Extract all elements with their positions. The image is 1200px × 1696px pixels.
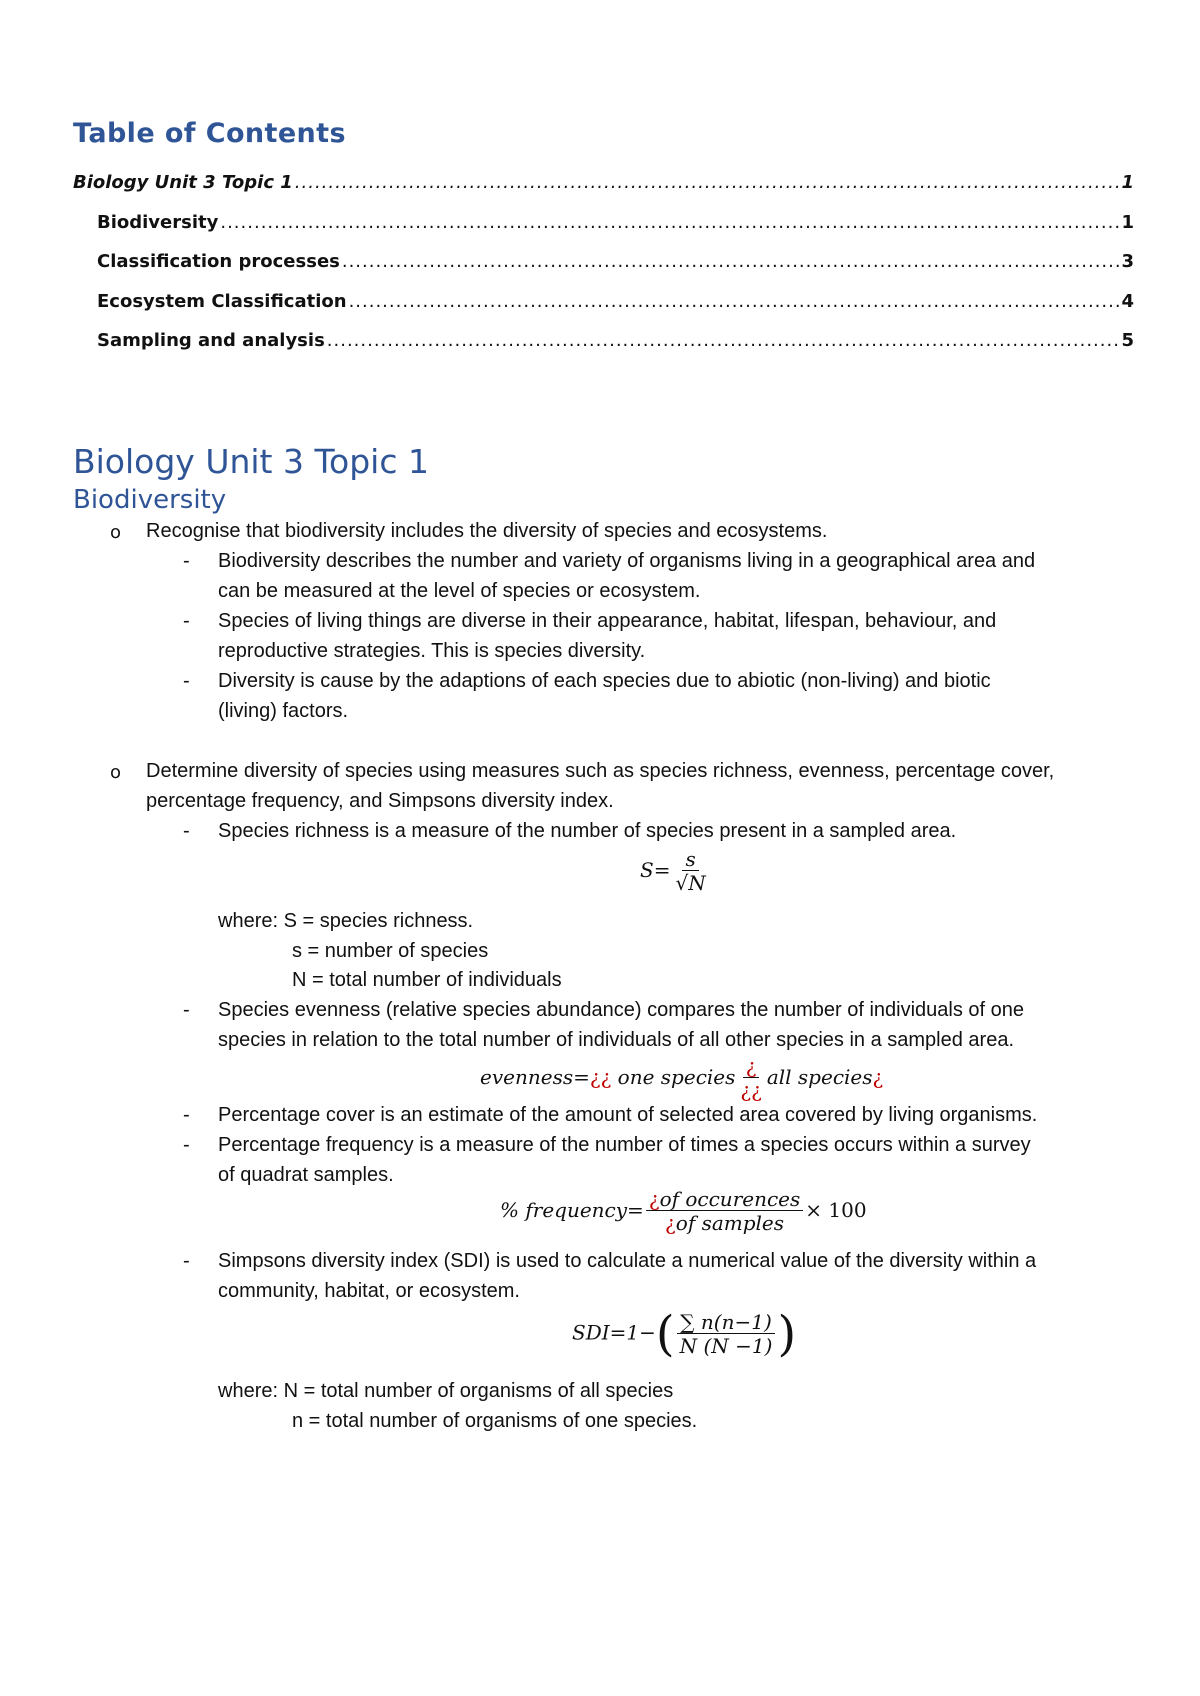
- frequency-formula-rhs: × 100: [805, 1198, 867, 1222]
- section1-dash3-line1: Diversity is cause by the adaptions of each species due to abiotic (non-living) and biotic: [218, 670, 991, 692]
- left-paren: (: [655, 1306, 675, 1362]
- section1-intro: Recognise that biodiversity includes the diversity of species and ecosystems.: [146, 520, 828, 542]
- toc-entry-biodiversity[interactable]: [97, 212, 1134, 242]
- richness-where-line3: N = total number of individuals: [292, 969, 562, 991]
- bullet-marker: o: [110, 762, 122, 783]
- toc-entry-page: 1: [1121, 172, 1134, 193]
- richness-where-line1: where: S = species richness.: [218, 910, 474, 932]
- fraction-denominator: √N: [675, 871, 706, 895]
- simpsons-text-line1: Simpsons diversity index (SDI) is used to calculate a numerical value of the diversity within a: [218, 1250, 1037, 1272]
- simpsons-where-line2: n = total number of organisms of one species.: [292, 1410, 698, 1432]
- evenness-text-line1: Species evenness (relative species abundance) compares the number of individuals of one: [218, 999, 1025, 1021]
- dash-marker: -: [183, 1250, 190, 1272]
- cover-text: Percentage cover is an estimate of the amount of selected area covered by living organisms.: [218, 1104, 1038, 1126]
- toc-dot-leader: [349, 291, 1120, 312]
- section1-dash2-line1: Species of living things are diverse in their appearance, habitat, lifespan, behaviour, and: [218, 610, 997, 632]
- heading-2: Biodiversity: [73, 485, 227, 515]
- toc-entry-classification-processes[interactable]: [97, 251, 1134, 281]
- toc-entry-biology-unit-3-topic-1[interactable]: [73, 172, 1134, 202]
- formula-placeholder-glyph: ¿: [872, 1065, 884, 1089]
- simpsons-where-line1: where: N = total number of organisms of all species: [218, 1380, 674, 1402]
- frequency-formula-fraction: [646, 1188, 803, 1235]
- section1-dash1-line2: can be measured at the level of species or ecosystem.: [218, 580, 701, 602]
- formula-placeholder-glyph: ¿: [665, 1211, 676, 1235]
- toc-entry-label: Biodiversity: [97, 212, 219, 233]
- toc-dot-leader: [295, 172, 1120, 193]
- dash-marker: -: [183, 999, 190, 1021]
- dash-marker: -: [183, 550, 190, 572]
- evenness-formula-fraction: [737, 1055, 764, 1102]
- fraction-denominator: [662, 1211, 787, 1235]
- evenness-formula-part1: one species: [617, 1065, 736, 1089]
- simpsons-text-line2: community, habitat, or ecosystem.: [218, 1280, 520, 1302]
- richness-formula: [640, 848, 711, 895]
- toc-entry-label: Biology Unit 3 Topic 1: [73, 172, 293, 193]
- bullet-marker: o: [110, 522, 122, 543]
- frequency-text-line1: Percentage frequency is a measure of the number of times a species occurs within a survey: [218, 1134, 1031, 1156]
- fraction-numerator: ∑ n(n−1): [677, 1311, 774, 1334]
- fraction-denominator: ¿¿: [740, 1078, 762, 1102]
- fraction-numerator: s: [682, 848, 698, 871]
- toc-entry-page: 3: [1121, 251, 1134, 272]
- dash-marker: -: [183, 610, 190, 632]
- simpsons-formula-lhs: SDI=1−: [572, 1320, 656, 1345]
- heading-1: Biology Unit 3 Topic 1: [73, 442, 429, 481]
- formula-placeholder-glyph: ¿: [648, 1187, 660, 1211]
- section1-dash1-line1: Biodiversity describes the number and variety of organisms living in a geographical area and: [218, 550, 1036, 572]
- richness-formula-fraction: [672, 848, 708, 895]
- toc-entry-sampling-and-analysis[interactable]: [97, 330, 1134, 360]
- formula-placeholder-glyph: ¿¿: [589, 1065, 612, 1089]
- toc-entry-label: Sampling and analysis: [97, 330, 325, 351]
- toc-entry-page: 5: [1121, 330, 1134, 351]
- dash-marker: -: [183, 1104, 190, 1126]
- numerator-text: of occurences: [659, 1187, 801, 1211]
- section1-dash2-line2: reproductive strategies. This is species diversity.: [218, 640, 646, 662]
- toc-entry-label: Ecosystem Classification: [97, 291, 347, 312]
- dash-marker: -: [183, 670, 190, 692]
- toc-heading: Table of Contents: [73, 118, 346, 149]
- richness-formula-lhs: S=: [640, 858, 671, 882]
- frequency-formula-lhs: % frequency=: [500, 1198, 644, 1222]
- fraction-numerator: [646, 1188, 803, 1211]
- toc-entry-ecosystem-classification[interactable]: [97, 291, 1134, 321]
- toc-entry-label: Classification processes: [97, 251, 340, 272]
- fraction-numerator: ¿: [743, 1055, 760, 1078]
- dash-marker: -: [183, 820, 190, 842]
- toc-dot-leader: [327, 330, 1120, 351]
- evenness-text-line2: species in relation to the total number of individuals of all other species in a sampled area.: [218, 1029, 1015, 1051]
- frequency-text-line2: of quadrat samples.: [218, 1164, 394, 1186]
- section2-intro-line1: Determine diversity of species using measures such as species richness, evenness, percentage cover,: [146, 760, 1055, 782]
- evenness-formula: [480, 1055, 883, 1102]
- denominator-text: of samples: [675, 1211, 785, 1235]
- richness-where-line2: s = number of species: [292, 940, 489, 962]
- section1-dash3-line2: (living) factors.: [218, 700, 349, 722]
- evenness-formula-lhs: evenness=: [480, 1065, 590, 1089]
- toc-dot-leader: [342, 251, 1120, 272]
- toc-entry-page: 4: [1121, 291, 1134, 312]
- section2-intro-line2: percentage frequency, and Simpsons diversity index.: [146, 790, 614, 812]
- frequency-formula: [500, 1188, 867, 1235]
- richness-text: Species richness is a measure of the number of species present in a sampled area.: [218, 820, 957, 842]
- simpsons-formula: [572, 1306, 796, 1362]
- right-paren: ): [777, 1306, 797, 1362]
- toc-dot-leader: [220, 212, 1119, 233]
- fraction-denominator: N (N −1): [679, 1333, 773, 1358]
- simpsons-formula-fraction: [677, 1311, 776, 1358]
- dash-marker: -: [183, 1134, 190, 1156]
- evenness-formula-part2: all species: [766, 1065, 873, 1089]
- toc-entry-page: 1: [1121, 212, 1134, 233]
